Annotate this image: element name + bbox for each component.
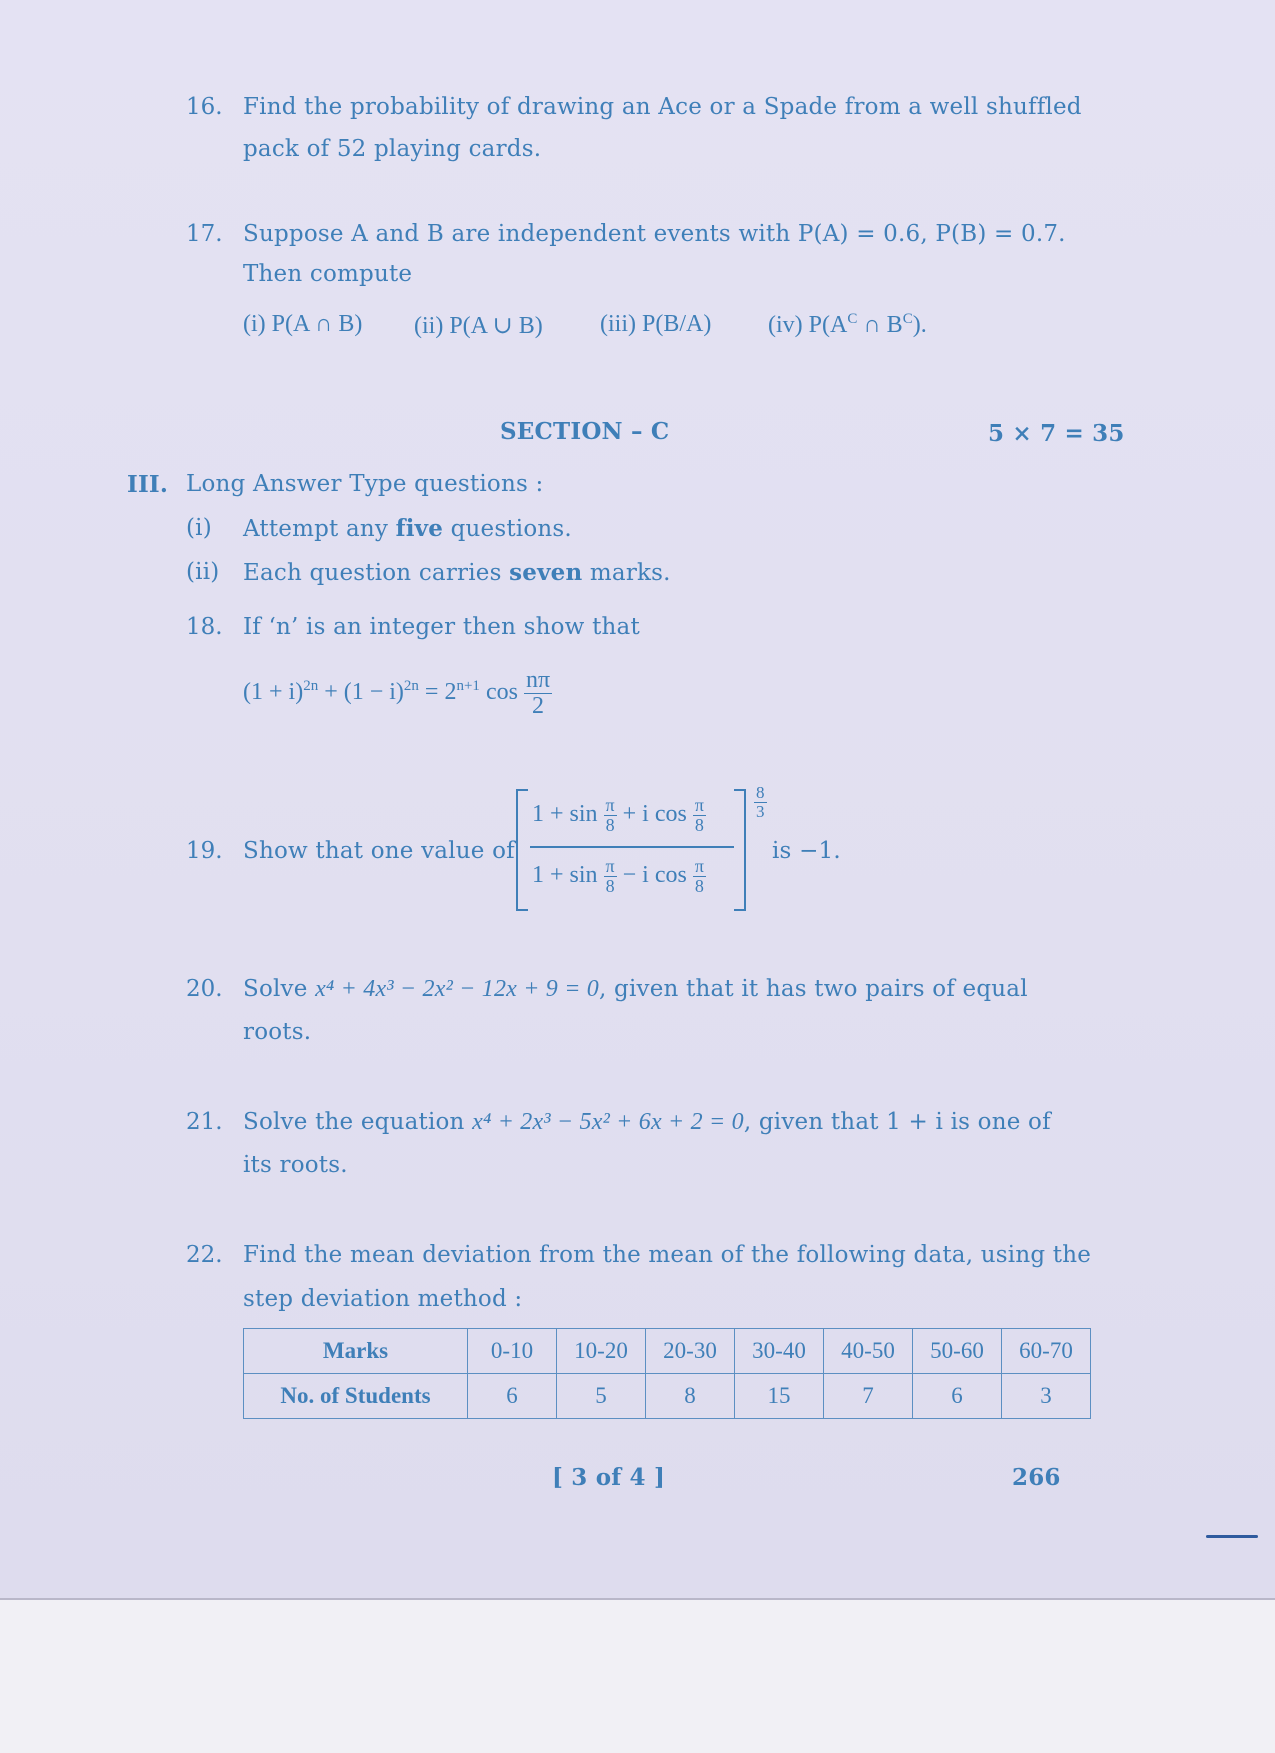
question-17-number: 17. <box>186 221 223 247</box>
table-class-cell: 60-70 <box>1002 1329 1091 1374</box>
table-class-cell: 40-50 <box>824 1329 913 1374</box>
marks-frequency-table <box>243 1328 1091 1419</box>
table-class-cell: 50-60 <box>913 1329 1002 1374</box>
page-number: [ 3 of 4 ] <box>552 1464 666 1491</box>
instruction-2-number: (ii) <box>186 559 220 585</box>
table-row-label: No. of Students <box>244 1374 468 1419</box>
table-header-label: Marks <box>244 1329 468 1374</box>
table-student-cell: 8 <box>646 1374 735 1419</box>
question-17-line1: Suppose A and B are independent events with P(A) = 0.6, P(B) = 0.7. <box>243 221 1066 247</box>
section-heading: Long Answer Type questions : <box>186 471 544 497</box>
table-student-cell: 6 <box>468 1374 557 1419</box>
question-20-line2: roots. <box>243 1019 312 1045</box>
question-21-line1: Solve the equation x⁴ + 2x³ − 5x² + 6x + 2 = 0, given that 1 + i is one of <box>243 1109 1051 1135</box>
table-class-cell: 0-10 <box>468 1329 557 1374</box>
n-pi-over-2-fraction: $\frac{n\pi}{2}$ <box>525 667 551 720</box>
table-class-cell: 10-20 <box>557 1329 646 1374</box>
question-16-line1: Find the probability of drawing an Ace or a Spade from a well shuffled <box>243 94 1082 120</box>
section-roman-numeral: III. <box>127 471 169 498</box>
section-title: SECTION – C <box>500 418 670 445</box>
table-student-cell: 6 <box>913 1374 1002 1419</box>
question-22-line1: Find the mean deviation from the mean of the following data, using the <box>243 1242 1092 1268</box>
question-21-number: 21. <box>186 1109 223 1135</box>
question-22-line2: step deviation method : <box>243 1286 523 1312</box>
pen-mark <box>1206 1535 1258 1538</box>
instruction-2-text: Each question carries seven marks. <box>243 559 671 586</box>
question-18-text: If ‘n’ is an integer then show that <box>243 614 640 640</box>
right-bracket <box>734 789 746 911</box>
question-19-exponent: $\frac{8}{3}$ <box>756 783 765 821</box>
question-17-part-3: (iii) P(B/A) <box>600 311 712 337</box>
table-student-cell: 7 <box>824 1374 913 1419</box>
question-19-fraction-bar <box>530 846 734 848</box>
instruction-1-text: Attempt any five questions. <box>243 515 572 542</box>
question-17-part-4: (iv) $P(A^C$ ∩ $B^C$). <box>768 311 927 338</box>
table-student-cell: 3 <box>1002 1374 1091 1419</box>
question-22-number: 22. <box>186 1242 223 1268</box>
question-18-number: 18. <box>186 614 223 640</box>
question-19-text: Show that one value of <box>243 838 515 864</box>
question-18-equation: $(1 + i)^{2n} + (1 - i)^{2n} = 2^{n+1}$ cos $\frac{n\pi}{2}$ <box>243 667 551 720</box>
table-student-cell: 5 <box>557 1374 646 1419</box>
question-19-suffix: is −1. <box>772 838 841 864</box>
question-19-numerator: 1 + sin $\frac{\pi}{8}$ + i cos $\frac{\pi}{8}$ <box>532 795 704 835</box>
question-17-part-2: (ii) P(A ∪ B) <box>414 313 543 339</box>
question-21-line2: its roots. <box>243 1152 348 1178</box>
table-student-cell: 15 <box>735 1374 824 1419</box>
table-row <box>244 1374 1091 1419</box>
table-class-cell: 30-40 <box>735 1329 824 1374</box>
instruction-1-number: (i) <box>186 515 212 541</box>
question-20-line1: Solve x⁴ + 4x³ − 2x² − 12x + 9 = 0, given that it has two pairs of equal <box>243 976 1028 1002</box>
question-16-line2: pack of 52 playing cards. <box>243 136 542 162</box>
paper-code: 266 <box>1012 1464 1061 1491</box>
question-19-number: 19. <box>186 838 223 864</box>
question-16-number: 16. <box>186 94 223 120</box>
left-bracket <box>516 789 528 911</box>
question-17-line2: Then compute <box>243 261 413 287</box>
section-marks: 5 × 7 = 35 <box>988 420 1125 447</box>
question-17-part-1: (i) P(A ∩ B) <box>243 311 363 337</box>
question-20-number: 20. <box>186 976 223 1002</box>
question-19-denominator: 1 + sin $\frac{\pi}{8}$ − i cos $\frac{\pi}{8}$ <box>532 856 704 896</box>
table-header-row <box>244 1329 1091 1374</box>
table-class-cell: 20-30 <box>646 1329 735 1374</box>
